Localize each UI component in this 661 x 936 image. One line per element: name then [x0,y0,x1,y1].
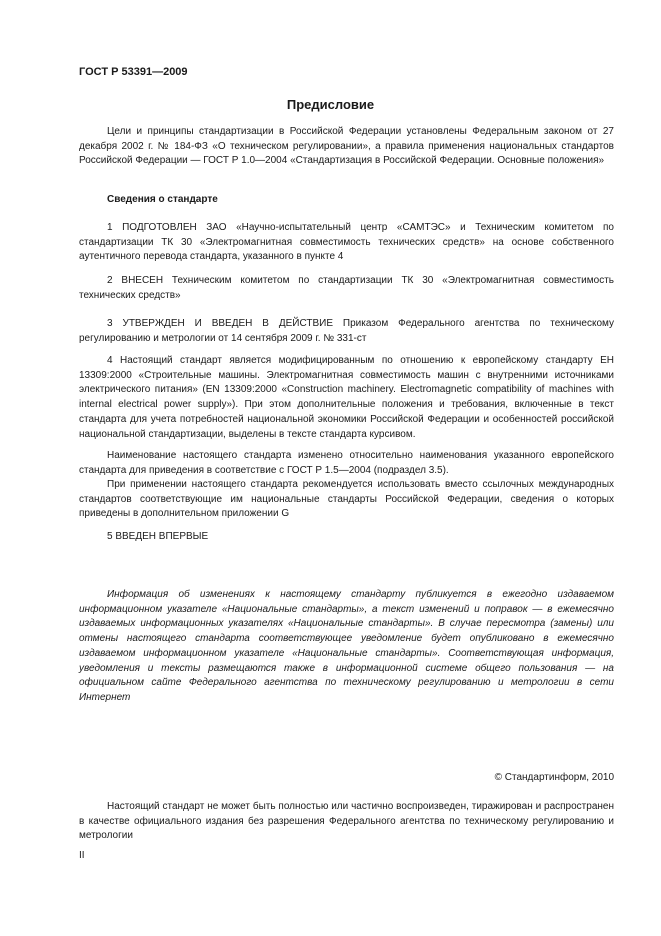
section-heading: Сведения о стандарте [107,194,218,205]
item-1: 1 ПОДГОТОВЛЕН ЗАО «Научно-испытательный центр «САМТЭС» и Техническим комитетом по стандартизации ТК 30 «Электромагнитная совместимость технических средств» на основе собственного аутентичного перевода стандарта, указанного в пункте 4 [79,222,614,263]
item-4-paragraph-1: 4 Настоящий стандарт является модифицированным по отношению к европейскому стандарту ЕН 13309:2000 «Строительные машины. Электромагнитная совместимость машин с внутренними источниками электрического питания» (EN 13309:2000 «Construction machinery. Electromagnetic compatibility of machines with internal electrical power supply»). При этом дополнительные положения и требования, включенные в текст стандарта для учета потребностей национальной экономики Российской Федерации и особенностей российской национальной стандартизации, выделены в тексте стандарта курсивом. [79,355,614,440]
reproduction-notice: Настоящий стандарт не может быть полностью или частично воспроизведен, тиражирован и распространен в качестве официального издания без разрешения Федерального агентства по техническому регулированию и метрологии [79,801,614,842]
item-3: 3 УТВЕРЖДЕН И ВВЕДЕН В ДЕЙСТВИЕ Приказом Федерального агентства по техническому регулированию и метрологии от 14 сентября 2009 г. № 331-ст [79,318,614,344]
info-notice: Информация об изменениях к настоящему стандарту публикуется в ежегодно издаваемом информационном указателе «Национальные стандарты», а текст изменений и поправок — в ежемесячно издаваемых информационных указателях «Национальные стандарты». В случае пересмотра (замены) или отмены настоящего стандарта соответствующее уведомление будет опубликовано в ежемесячно издаваемом информационном указателе «Национальные стандарты». Соответствующая информация, уведомления и тексты размещаются также в информационной системе общего пользования — на официальном сайте Федерального агентства по техническому регулированию и метрологии в сети Интернет [79,589,614,703]
item-4-paragraph-3: При применении настоящего стандарта рекомендуется использовать вместо ссылочных международных стандартов соответствующие им национальные стандарты Российской Федерации, сведения о которых приведены в дополнительном приложении G [79,479,614,520]
item-2: 2 ВНЕСЕН Техническим комитетом по стандартизации ТК 30 «Электромагнитная совместимость технических средств» [79,275,614,301]
item-4-paragraph-2: Наименование настоящего стандарта изменено относительно наименования указанного европейского стандарта для приведения в соответствие с ГОСТ Р 1.5—2004 (подраздел 3.5). [79,450,614,476]
page-number: II [79,850,85,861]
intro-paragraph: Цели и принципы стандартизации в Российской Федерации установлены Федеральным законом от 27 декабря 2002 г. № 184-ФЗ «О техническом регулировании», а правила применения национальных стандартов Российской Федерации — ГОСТ Р 1.0—2004 «Стандартизация в Российской Федерации. Основные положения» [79,126,614,167]
copyright-line: © Стандартинформ, 2010 [494,772,614,783]
document-code: ГОСТ Р 53391—2009 [79,66,188,78]
item-5: 5 ВВЕДЕН ВПЕРВЫЕ [107,531,209,542]
page-title: Предисловие [286,97,375,112]
